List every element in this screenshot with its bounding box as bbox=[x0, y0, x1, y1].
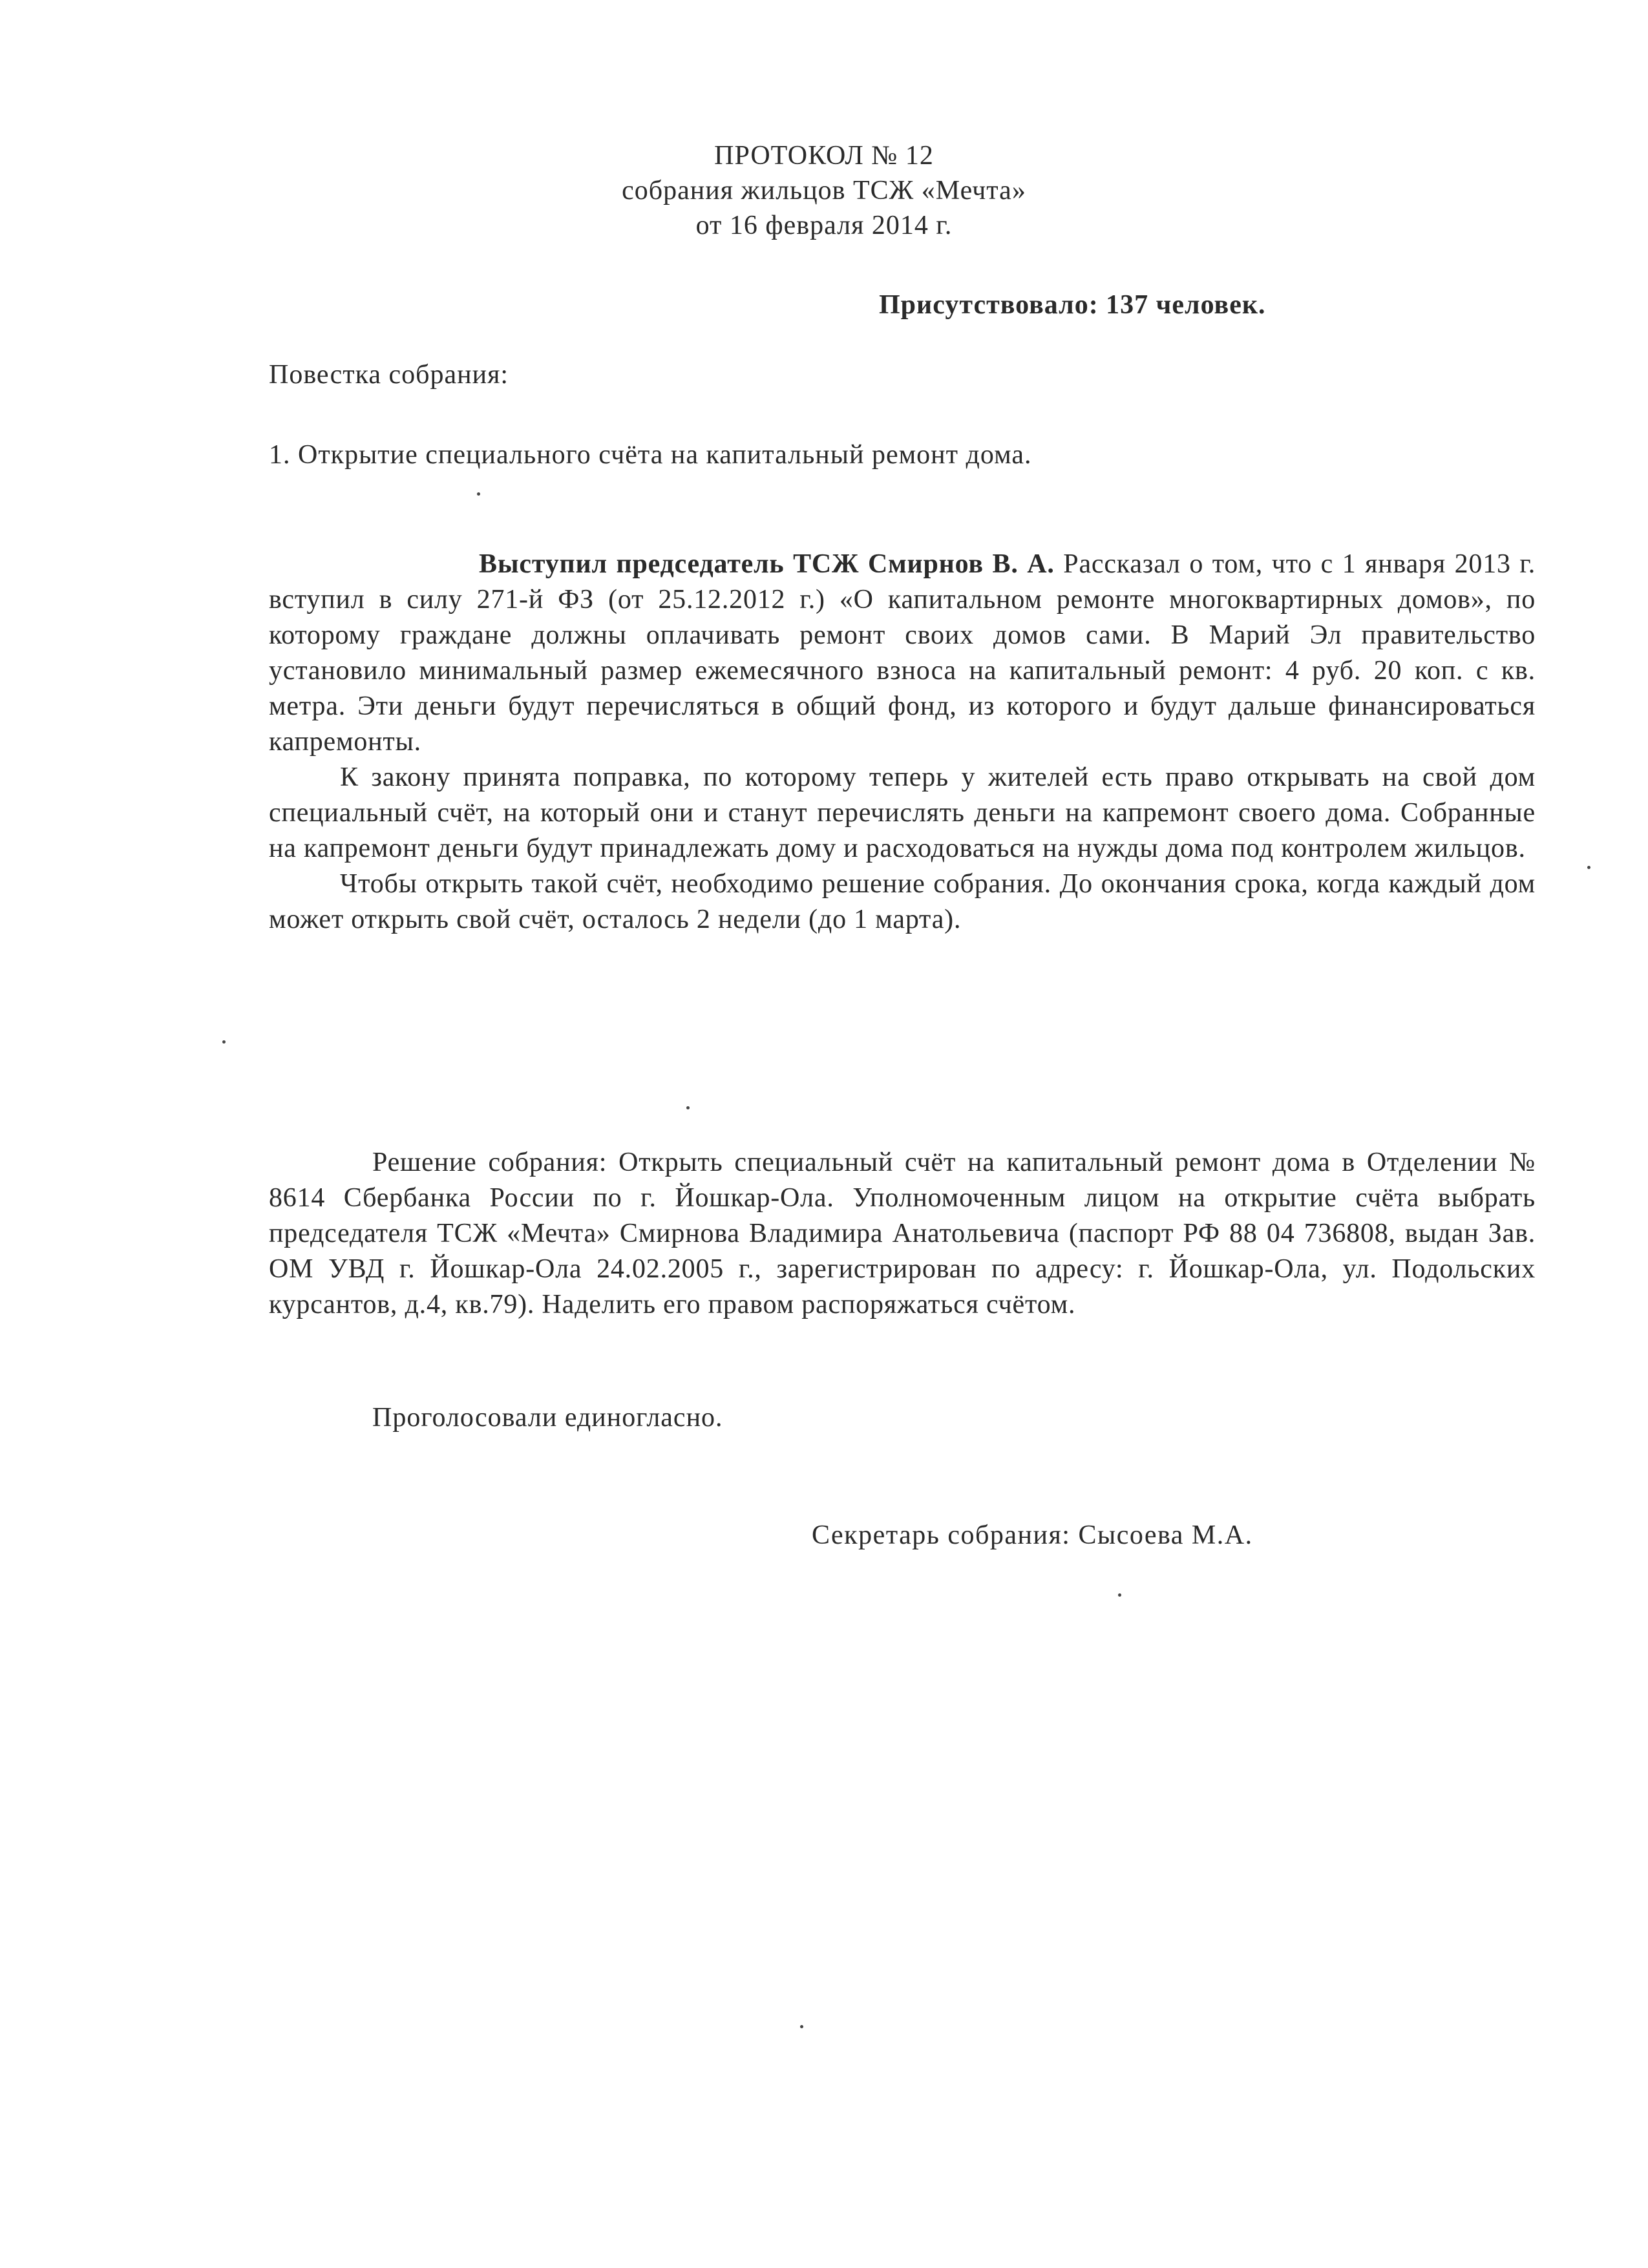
scan-speck bbox=[1587, 866, 1590, 869]
speech-paragraph-1 bbox=[269, 547, 1536, 760]
protocol-header bbox=[0, 138, 1648, 243]
scan-speck bbox=[222, 1040, 226, 1044]
agenda-item-1: 1. Открытие специального счёта на капитальный ремонт дома. bbox=[269, 440, 1032, 470]
speech-lead: Выступил председатель ТСЖ Смирнов В. А. bbox=[479, 549, 1055, 579]
scan-speck bbox=[1118, 1593, 1121, 1597]
protocol-date: от 16 февраля 2014 г. bbox=[695, 211, 953, 240]
scan-speck bbox=[477, 492, 480, 496]
attendance-line: Присутствовало: 137 человек. bbox=[879, 290, 1266, 320]
scan-speck bbox=[800, 2025, 803, 2028]
decision-section bbox=[269, 1145, 1536, 1323]
vote-result: Проголосовали единогласно. bbox=[372, 1403, 723, 1433]
protocol-title: ПРОТОКОЛ № 12 bbox=[714, 141, 934, 171]
speech-paragraph-1-text: Рассказал о том, что с 1 января 2013 г. вступил в силу 271-й ФЗ (от 25.12.2012 г.) «О капитальном ремонте многоквартирных домов», по которому граждане должны оплачивать ремонт своих домов сами. В Марий Эл правительство установило минимальный размер ежемесячного взноса на капитальный ремонт: 4 руб. 20 коп. с кв. метра. Эти деньги будут перечисляться в общий фонд, из которого и будут дальше финансироваться капремонты. bbox=[269, 549, 1536, 757]
scan-speck bbox=[686, 1106, 690, 1109]
speech-paragraph-3: Чтобы открыть такой счёт, необходимо решение собрания. До окончания срока, когда каждый дом может открыть свой счёт, осталось 2 недели (до 1 марта). bbox=[269, 869, 1536, 934]
decision-paragraph: Решение собрания: Открыть специальный счёт на капитальный ремонт дома в Отделении № 8614 Сбербанка России по г. Йошкар-Ола. Уполномоченным лицом на открытие счёта выбрать председателя ТСЖ «Мечта» Смирнова Владимира Анатольевича (паспорт РФ 88 04 736808, выдан Зав. ОМ УВД г. Йошкар-Ола 24.02.2005 г., зарегистрирован по адресу: г. Йошкар-Ола, ул. Подольских курсантов, д.4, кв.79). Наделить его правом распоряжаться счётом. bbox=[269, 1148, 1536, 1319]
agenda-title: Повестка собрания: bbox=[269, 360, 509, 390]
secretary-signature-line: Секретарь собрания: Сысоева М.А. bbox=[812, 1520, 1253, 1550]
speech-section bbox=[269, 547, 1536, 938]
protocol-subtitle: собрания жильцов ТСЖ «Мечта» bbox=[622, 176, 1026, 205]
speech-paragraph-2: К закону принята поправка, по которому теперь у жителей есть право открывать на свой дом специальный счёт, на который они и станут перечислять деньги на капремонт своего дома. Собранные на капремонт деньги будут принадлежать дому и расходоваться на нужды дома под контролем жильцов. bbox=[269, 762, 1536, 863]
